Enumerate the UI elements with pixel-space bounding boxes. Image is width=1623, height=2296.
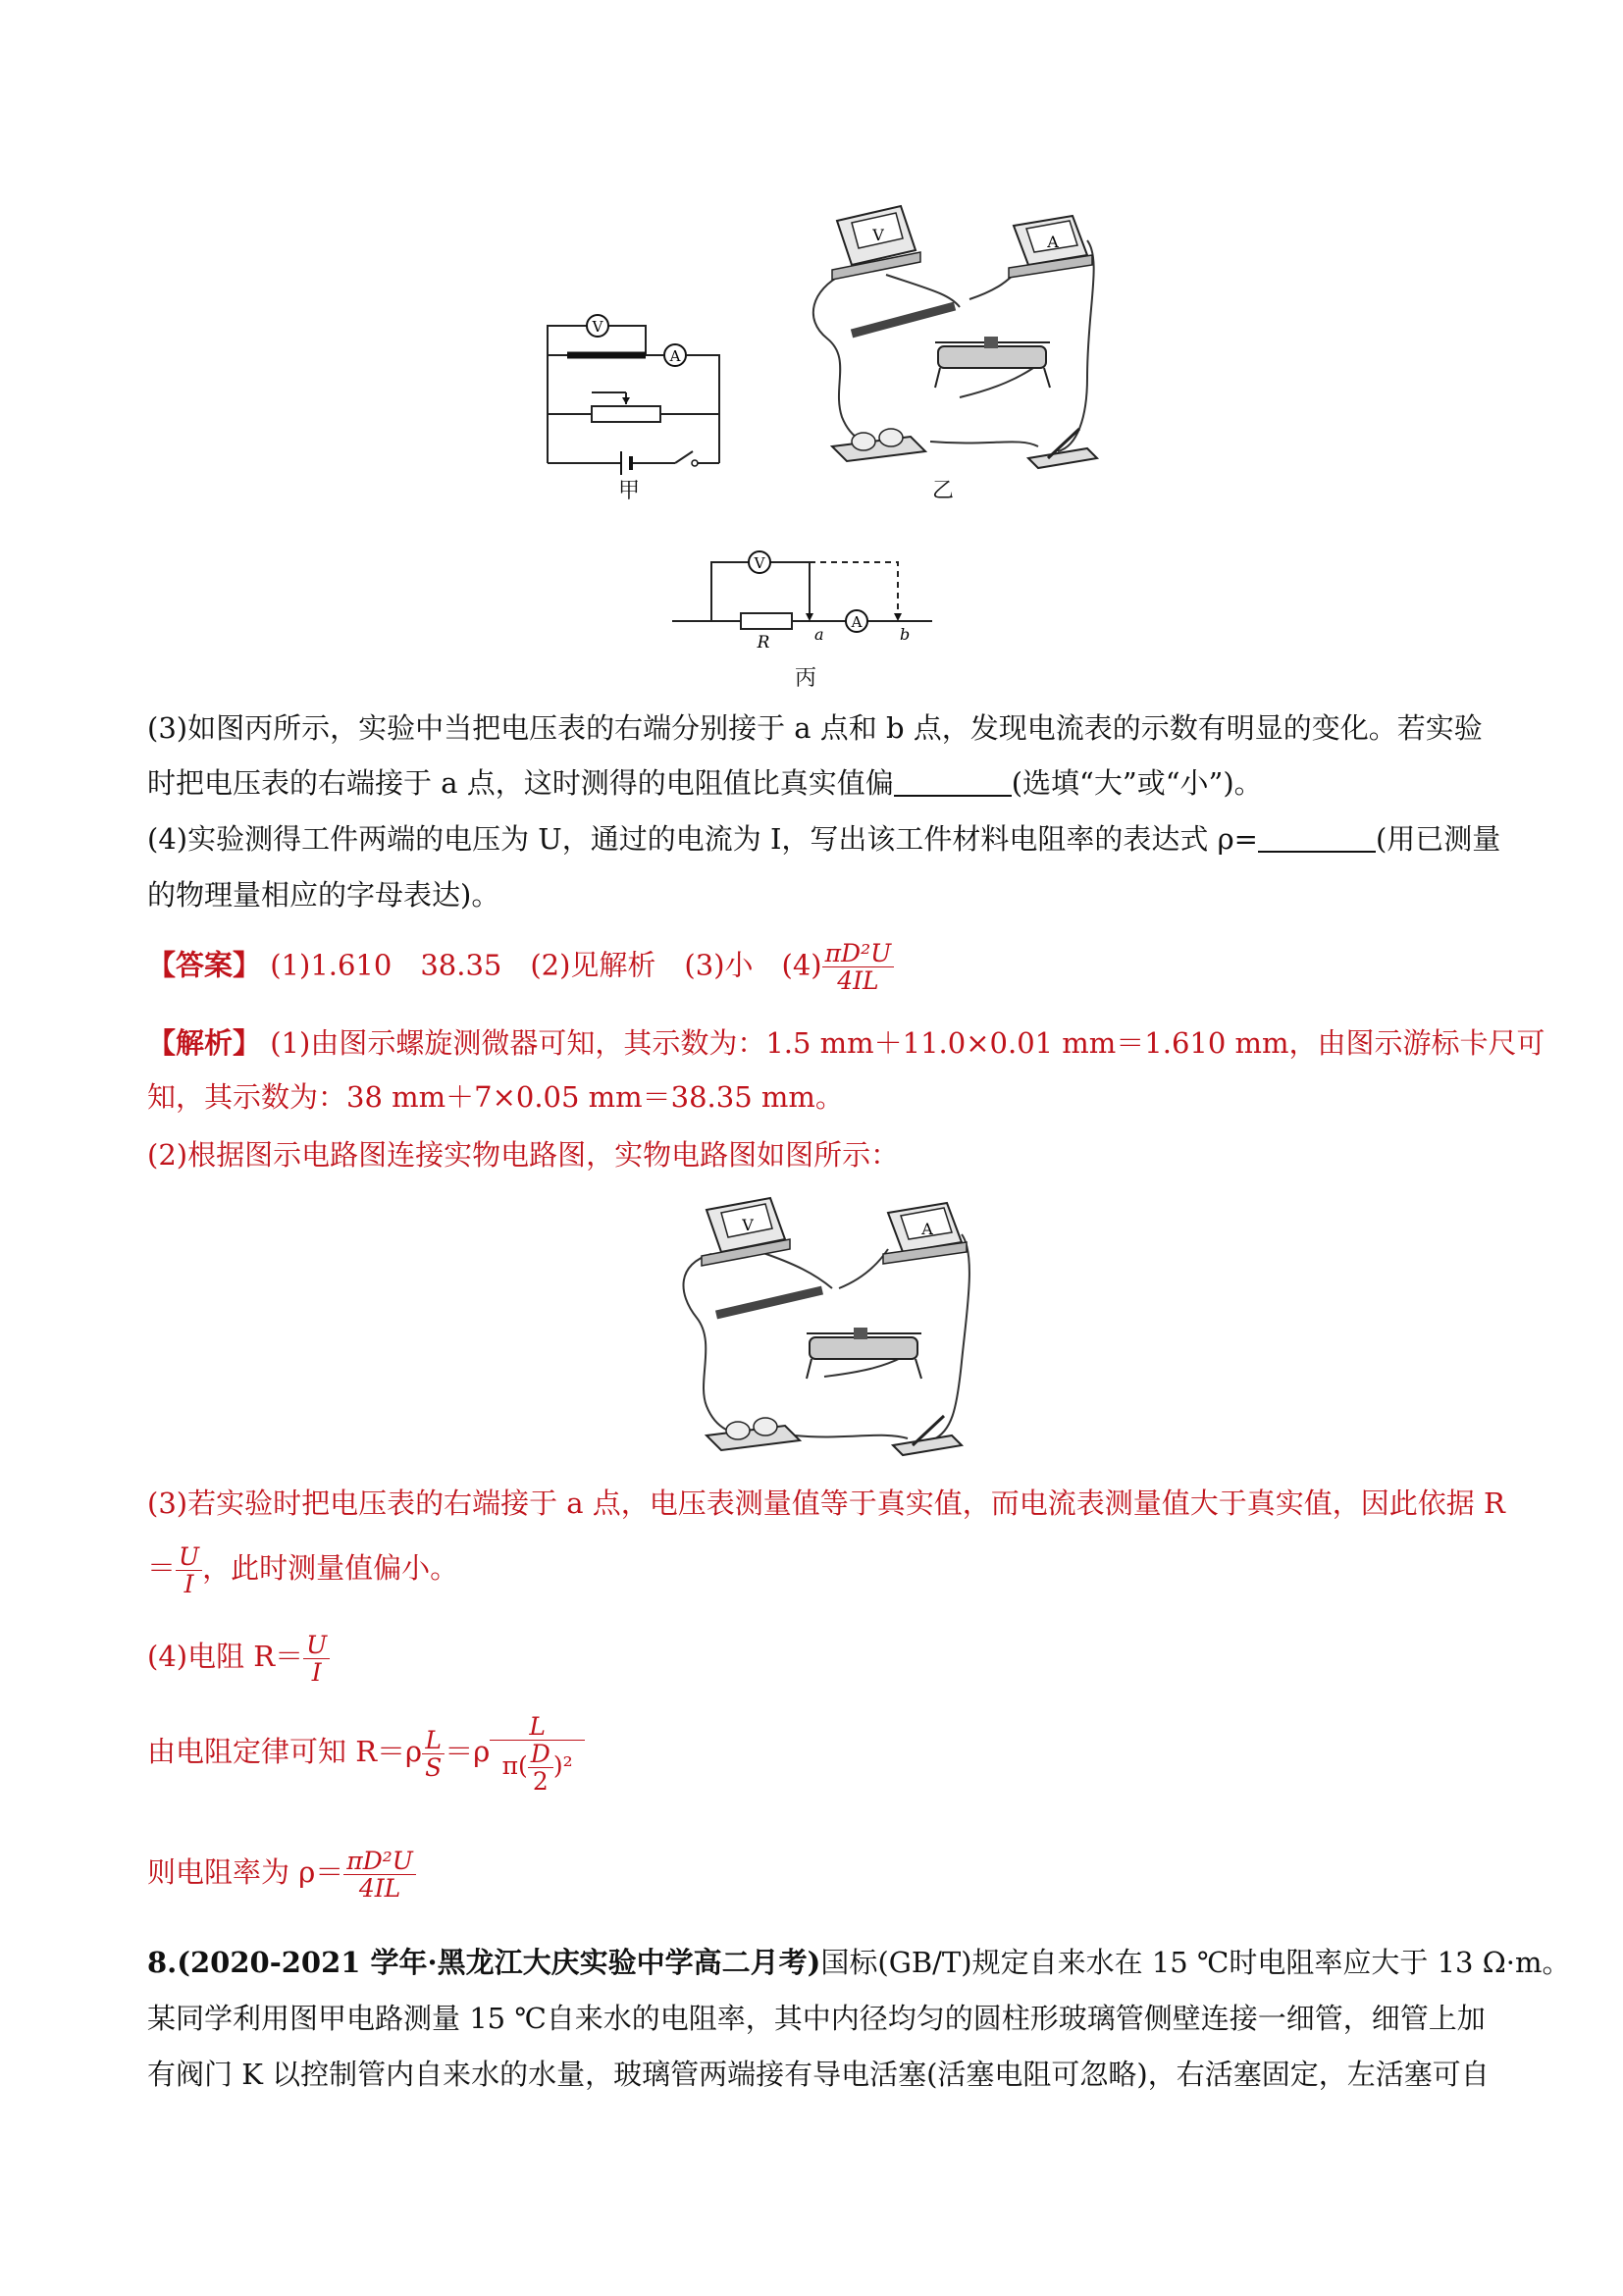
- svg-text:V: V: [592, 318, 603, 336]
- figure-yi-label: 乙: [932, 479, 955, 503]
- figure-jia-label: 甲: [618, 479, 641, 503]
- question3-line1: (3)如图丙所示，实验中当把电压表的右端分别接于 a 点和 b 点，发现电流表的示数有明显的变化。若实验: [147, 711, 1483, 745]
- answer-tag: 【答案】: [147, 948, 262, 982]
- voltmeter-device: [832, 206, 920, 280]
- answer-apparatus-figure: [667, 1195, 981, 1470]
- question8-line1: 8.(2020-2021 学年·黑龙江大庆实验中学高二月考)国标(GB/T)规定自来水在 15 ℃时电阻率应大于 13 Ω·m。: [147, 1946, 1571, 1979]
- svg-text:A: A: [851, 613, 863, 631]
- ammeter-symbol: [846, 610, 867, 632]
- analysis-line3: (2)根据图示电路图连接实物电路图，实物电路图如图所示：: [147, 1138, 900, 1172]
- analysis-line4: (3)若实验时把电压表的右端接于 a 点，电压表测量值等于真实值，而电流表测量值大于真实值，因此依据 R: [147, 1487, 1505, 1520]
- figure-yi-apparatus: [793, 201, 1107, 486]
- rheostat-device: [935, 337, 1050, 388]
- figure-bing-label: 丙: [795, 666, 817, 691]
- question8-source: 8.(2020-2021 学年·黑龙江大庆实验中学高二月考): [147, 1946, 821, 1979]
- analysis-line5: ＝ $\frac{U}{I}$ ，此时测量值偏小。: [147, 1541, 459, 1598]
- figure-jia-circuit: [538, 306, 734, 502]
- switch-device: [893, 1416, 962, 1455]
- analysis-line7: 由电阻定律可知 R＝ρ $\frac{L}{S}$ ＝ρ L π( $\frac{D}{2}$ )²: [147, 1712, 585, 1795]
- ammeter-device: [1009, 216, 1092, 278]
- voltmeter-device: [702, 1198, 790, 1266]
- point-a-label: a: [814, 625, 824, 644]
- ammeter-symbol: [664, 344, 686, 366]
- battery-device: [832, 429, 925, 461]
- switch-device: [1028, 429, 1097, 468]
- question4-line2: 的物理量相应的字母表达)。: [147, 878, 500, 912]
- question4-line1: (4)实验测得工件两端的电压为 U，通过的电流为 I，写出该工件材料电阻率的表达式 ρ= (用已测量: [147, 822, 1501, 856]
- svg-text:A: A: [669, 347, 681, 365]
- ammeter-device: [883, 1203, 967, 1264]
- analysis-line6: (4)电阻 R＝ $\frac{U}{I}$: [147, 1629, 330, 1686]
- question3-line2: 时把电压表的右端接于 a 点，这时测得的电阻值比真实值偏 (选填“大”或“小”)。: [147, 766, 1263, 800]
- svg-text:V: V: [742, 1216, 754, 1234]
- battery-device: [707, 1418, 800, 1450]
- svg-text:A: A: [921, 1220, 933, 1238]
- answer-line: 【答案】 (1)1.610 38.35 (2)见解析 (3)小 (4) $\frac{\text{πD²U}}{4IL}$: [147, 940, 894, 994]
- voltmeter-symbol: [587, 315, 608, 337]
- analysis-line2: 知，其示数为：38 mm＋7×0.05 mm＝38.35 mm。: [147, 1080, 844, 1114]
- analysis-line8: 则电阻率为 ρ＝ $\frac{\text{πD²U}}{4IL}$: [147, 1845, 416, 1902]
- question8-line3: 有阀门 K 以控制管内自来水的水量，玻璃管两端接有导电活塞(活塞电阻可忽略)，右活塞固定，左活塞可自: [147, 2058, 1490, 2091]
- analysis-tag: 【解析】: [147, 1026, 262, 1060]
- point-b-label: b: [900, 625, 911, 644]
- figure-bing-circuit: [667, 538, 942, 655]
- answer-blank[interactable]: [1258, 823, 1376, 853]
- voltmeter-symbol: [749, 551, 770, 573]
- svg-text:A: A: [1047, 233, 1059, 251]
- question8-line2: 某同学利用图甲电路测量 15 ℃自来水的电阻率，其中内径均匀的圆柱形玻璃管侧壁连接一细管，细管上加: [147, 2002, 1486, 2035]
- answer-blank[interactable]: [894, 767, 1012, 797]
- resistor-label: R: [757, 633, 770, 652]
- analysis-line1: 【解析】 (1)由图示螺旋测微器可知，其示数为：1.5 mm＋11.0×0.01 mm＝1.610 mm，由图示游标卡尺可: [147, 1026, 1545, 1060]
- svg-text:V: V: [872, 226, 884, 244]
- svg-text:V: V: [754, 554, 765, 572]
